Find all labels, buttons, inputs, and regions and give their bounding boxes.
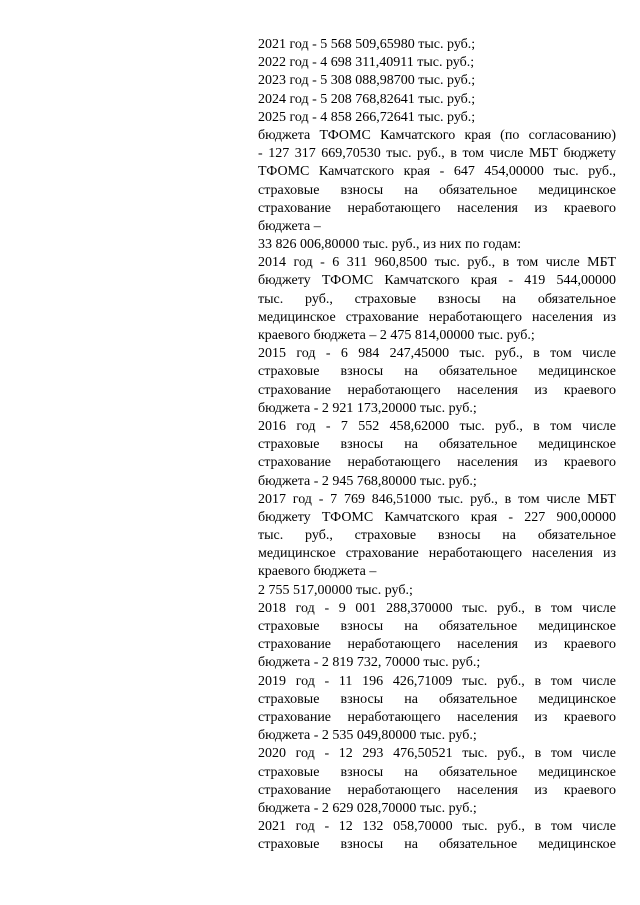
text-line: 2019 год - 11 196 426,71009 тыс. руб., в том числе — [258, 673, 616, 689]
text-line: медицинское страхование неработающего населения из — [258, 546, 616, 562]
text-line: 2017 год - 7 769 846,51000 тыс. руб., в том числе МБТ — [258, 491, 616, 507]
text-line: медицинское страхование неработающего населения из — [258, 309, 616, 325]
text-line: страхование неработающего населения из краевого — [258, 782, 616, 798]
text-line: страховые взносы на обязательное медицинское — [258, 764, 616, 780]
text-line: бюджета - 2 945 768,80000 тыс. руб.; — [258, 473, 477, 489]
text-line: ТФОМС Камчатского края - 647 454,00000 тыс. руб., — [258, 164, 616, 180]
text-line: 2016 год - 7 552 458,62000 тыс. руб., в том числе — [258, 418, 616, 434]
text-line: страховые взносы на обязательное медицинское — [258, 837, 616, 853]
text-line: страховые взносы на обязательное медицинское — [258, 437, 616, 453]
text-line: бюджета - 2 921 173,20000 тыс. руб.; — [258, 400, 477, 416]
text-line: страховые взносы на обязательное медицинское — [258, 182, 616, 198]
text-line: 2021 год - 12 132 058,70000 тыс. руб., в том числе — [258, 819, 616, 835]
text-line: страховые взносы на обязательное медицинское — [258, 364, 616, 380]
text-line: 2014 год - 6 311 960,8500 тыс. руб., в том числе МБТ — [258, 255, 616, 271]
text-line: страхование неработающего населения из краевого — [258, 455, 616, 471]
text-line: страхование неработающего населения из краевого — [258, 382, 616, 398]
document-text-column — [258, 36, 616, 854]
text-line: 2020 год - 12 293 476,50521 тыс. руб., в том числе — [258, 746, 616, 762]
text-line: бюджету ТФОМС Камчатского края - 419 544,00000 — [258, 273, 616, 289]
text-line: 2024 год - 5 208 768,82641 тыс. руб.; — [258, 91, 476, 107]
text-line: 2022 год - 4 698 311,40911 тыс. руб.; — [258, 55, 475, 71]
text-line: 2021 год - 5 568 509,65980 тыс. руб.; — [258, 37, 476, 52]
text-line: бюджету ТФОМС Камчатского края - 227 900,00000 — [258, 509, 616, 525]
text-line: бюджета - 2 629 028,70000 тыс. руб.; — [258, 800, 477, 816]
text-line: 2025 год - 4 858 266,72641 тыс. руб.; — [258, 109, 476, 125]
text-line: тыс. руб., страховые взносы на обязательное — [258, 291, 616, 307]
text-line: краевого бюджета – 2 475 814,00000 тыс. руб.; — [258, 328, 535, 343]
text-line: страховые взносы на обязательное медицинское — [258, 619, 616, 634]
text-line: страхование неработающего населения из краевого — [258, 200, 616, 216]
text-line: страховые взносы на обязательное медицинское — [258, 691, 616, 707]
text-line: тыс. руб., страховые взносы на обязательное — [258, 528, 616, 544]
text-line: бюджета - 2 535 049,80000 тыс. руб.; — [258, 728, 477, 744]
text-line: 2 755 517,00000 тыс. руб.; — [258, 582, 413, 598]
text-line: 2023 год - 5 308 088,98700 тыс. руб.; — [258, 73, 476, 89]
text-line: 2015 год - 6 984 247,45000 тыс. руб., в том числе — [258, 346, 616, 362]
text-line: бюджета - 2 819 732, 70000 тыс. руб.; — [258, 655, 481, 671]
text-line: - 127 317 669,70530 тыс. руб., в том числе МБТ бюджету — [258, 146, 616, 162]
text-line: бюджета – — [258, 218, 321, 234]
text-line: краевого бюджета – — [258, 564, 377, 580]
text-line: 33 826 006,80000 тыс. руб., из них по годам: — [258, 237, 522, 253]
text-line: страхование неработающего населения из краевого — [258, 637, 616, 653]
text-line: бюджета ТФОМС Камчатского края (по согласованию) — [258, 127, 616, 143]
text-line: 2018 год - 9 001 288,370000 тыс. руб., в том числе — [258, 600, 616, 616]
text-line: страхование неработающего населения из краевого — [258, 709, 616, 725]
